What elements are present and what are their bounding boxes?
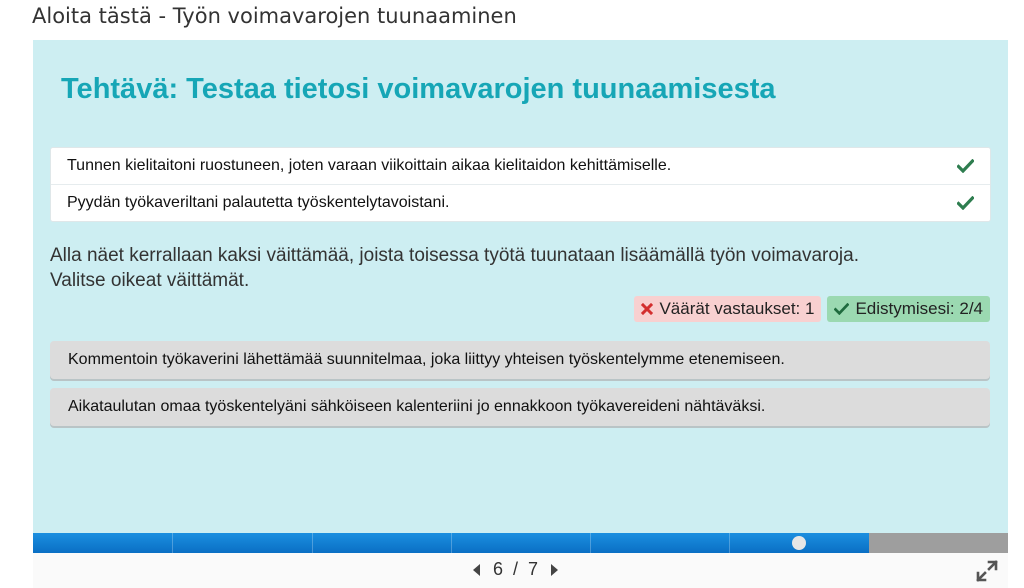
check-icon [957, 196, 974, 210]
slide-navigation [471, 559, 560, 580]
answered-item [51, 148, 990, 184]
slide-separator: / [513, 559, 519, 579]
answered-item-text: Tunnen kielitaitoni ruostuneen, joten varaan viikoittain aikaa kielitaidon kehittämiselle. [67, 157, 672, 174]
progress-segment-divider [312, 533, 313, 553]
page-title: Aloita tästä - Työn voimavarojen tuunaaminen [32, 4, 517, 28]
progress-text: Edistymisesi: 2/4 [855, 299, 983, 318]
wrong-answers-text: Väärät vastaukset: 1 [659, 299, 815, 318]
check-icon [957, 159, 974, 173]
footer [33, 553, 1008, 588]
progress-segment-divider [172, 533, 173, 553]
previous-slide-icon[interactable] [471, 563, 483, 577]
fullscreen-icon[interactable] [976, 560, 998, 582]
current-slide: 6 [493, 559, 504, 579]
progress-segment-divider [729, 533, 730, 553]
progress-segment-divider [590, 533, 591, 553]
progress-knob[interactable] [792, 536, 806, 550]
task-heading: Tehtävä: Testaa tietosi voimavarojen tuunaamisesta [61, 73, 776, 105]
answered-item-text: Pyydän työkaveriltani palautetta työskentelytavoistani. [67, 194, 450, 211]
slide-content [33, 40, 1008, 533]
score-badges [634, 296, 990, 322]
instructions-line: Alla näet kerrallaan kaksi väittämää, joista toisessa työtä tuunataan lisäämällä työn voimavaroja. [50, 245, 859, 266]
progress-badge [827, 296, 990, 322]
answered-list [50, 147, 991, 222]
answered-item [51, 184, 990, 221]
wrong-answers-badge [634, 296, 821, 322]
instructions-line: Valitse oikeat väittämät. [50, 270, 250, 291]
progress-segment-divider [451, 533, 452, 553]
next-slide-icon[interactable] [548, 563, 560, 577]
cross-icon [641, 303, 653, 315]
total-slides: 7 [528, 559, 539, 579]
statement-option[interactable]: Kommentoin työkaverini lähettämää suunnitelmaa, joka liittyy yhteisen työskentelymme etenemiseen. [50, 341, 990, 379]
check-icon [834, 303, 849, 315]
instructions [50, 243, 990, 293]
statement-option[interactable]: Aikataulutan omaa työskentelyäni sähköiseen kalenteriini jo ennakkoon työkavereideni nähtäväksi. [50, 388, 990, 426]
slide-progress-bar[interactable] [33, 533, 1008, 553]
